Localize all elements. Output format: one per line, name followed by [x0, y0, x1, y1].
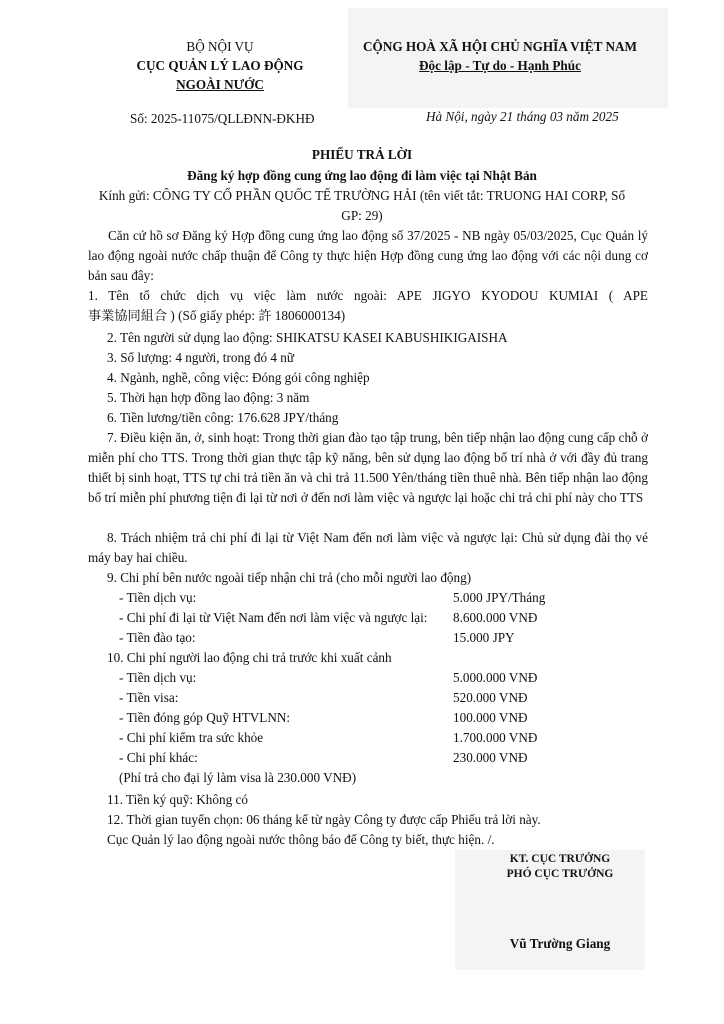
item-10-row-3-value: 100.000 VNĐ	[453, 710, 528, 725]
recipient-line2: GP: 29)	[341, 208, 383, 223]
item-10-row-1-label: - Tiền dịch vụ:	[119, 670, 197, 685]
item-9: 9. Chi phí bên nước ngoài tiếp nhận chi trả (cho mỗi người lao động)	[107, 570, 472, 585]
page-title: PHIẾU TRẢ LỜI	[311, 147, 413, 162]
item-10: 10. Chi phí người lao động chi trả trước khi xuất cảnh	[107, 650, 392, 665]
intro-paragraph: Căn cứ hồ sơ Đăng ký Hợp đồng cung ứng lao động số 37/2025 - NB ngày 05/03/2025, Cục Quản lý lao động ngoài nước chấp thuận để Công ty thực hiện Hợp đồng cung ứng lao động với các nội dung cơ bản sau đây:	[88, 228, 648, 283]
item-1-line2: 事業協同組合 ) (Số giấy phép: 許 1806000134)	[88, 308, 346, 323]
item-11: 11. Tiền ký quỹ: Không có	[107, 792, 248, 807]
country-name: CỘNG HOÀ XÃ HỘI CHỦ NGHĨA VIỆT NAM	[363, 39, 637, 54]
closing-statement: Cục Quản lý lao động ngoài nước thông báo để Công ty biết, thực hiện. /.	[107, 832, 495, 847]
department-name-line2	[110, 76, 330, 94]
item-10-row-4-label: - Chi phí kiểm tra sức khỏe	[119, 730, 264, 745]
item-10-row-5-value: 230.000 VNĐ	[453, 750, 528, 765]
item-8: 8. Trách nhiệm trả chi phí đi lại từ Việt Nam đến nơi làm việc và ngược lại: Chủ sử dụng đài thọ vé máy bay hai chiều.	[88, 530, 648, 565]
document-number: Số: 2025-11075/QLLĐNN-ĐKHĐ	[130, 111, 315, 126]
item-10-row-2-value: 520.000 VNĐ	[453, 690, 528, 705]
place-date: Hà Nội, ngày 21 tháng 03 năm 2025	[426, 109, 619, 124]
signature-title-2: PHÓ CỤC TRƯỞNG	[506, 868, 614, 880]
item-4: 4. Ngành, nghề, công việc: Đóng gói công nghiệp	[107, 370, 370, 385]
item-5: 5. Thời hạn hợp đồng lao động: 3 năm	[107, 390, 310, 405]
item-2: 2. Tên người sử dụng lao động: SHIKATSU KASEI KABUSHIKIGAISHA	[107, 330, 508, 345]
item-10-row-1-value: 5.000.000 VNĐ	[453, 670, 538, 685]
item-10-row-5-label: - Chi phí khác:	[119, 750, 198, 765]
department-name-underlined: NGOÀI NƯỚC	[176, 77, 264, 92]
motto-text: Độc lập - Tự do - Hạnh Phúc	[419, 58, 581, 73]
item-6: 6. Tiền lương/tiền công: 176.628 JPY/tháng	[107, 410, 339, 425]
recipient-line1: Kính gửi: CÔNG TY CỔ PHẦN QUỐC TẾ TRƯỜNG HẢI (tên viết tắt: TRUONG HAI CORP, Số	[98, 188, 626, 203]
item-12: 12. Thời gian tuyển chọn: 06 tháng kể từ ngày Công ty được cấp Phiếu trả lời này.	[107, 812, 541, 827]
ministry-name: BỘ NỘI VỤ	[186, 39, 254, 54]
signature-title-1: KT. CỤC TRƯỞNG	[509, 853, 611, 865]
item-9-row-1-value: 5.000 JPY/Tháng	[453, 590, 546, 605]
item-10-note: (Phí trả cho đại lý làm visa là 230.000 VNĐ)	[119, 770, 357, 785]
item-3: 3. Số lượng: 4 người, trong đó 4 nữ	[107, 350, 295, 365]
item-10-row-2-label: - Tiền visa:	[119, 690, 179, 705]
item-10-row-3-label: - Tiền đóng góp Quỹ HTVLNN:	[119, 710, 291, 725]
item-9-row-2-label: - Chi phí đi lại từ Việt Nam đến nơi làm việc và ngược lại:	[119, 610, 428, 625]
department-name-line1: CỤC QUẢN LÝ LAO ĐỘNG	[136, 58, 304, 73]
item-1-line1	[88, 286, 648, 306]
motto	[350, 57, 650, 75]
item-9-row-2-value: 8.600.000 VNĐ	[453, 610, 538, 625]
item-9-row-3-label: - Tiền đào tạo:	[119, 630, 196, 645]
item-9-row-1-label: - Tiền dịch vụ:	[119, 590, 197, 605]
item-10-row-4-value: 1.700.000 VNĐ	[453, 730, 538, 745]
item-7: 7. Điều kiện ăn, ở, sinh hoạt: Trong thời gian đào tạo tập trung, bên tiếp nhận lao động cung cấp chỗ ở miễn phí cho TTS. Trong thời gian thực tập kỹ năng, bên sử dụng lao động bố trí nhà ở với đầy đủ trang thiết bị sinh hoạt, TTS tự chi trả tiền ăn và chi trả 11.500 Yên/tháng tiền thuê nhà. Bên tiếp nhận lao động bố trí miễn phí phương tiện đi lại từ nơi ở đến nơi làm việc và ngược lại hoặc chi trả chi phí này cho TTS	[88, 430, 648, 505]
item-9-row-3-value: 15.000 JPY	[453, 630, 515, 645]
signer-name: Vũ Trường Giang	[509, 936, 611, 951]
item-1-text: 1. Tên tổ chức dịch vụ việc làm nước ngoài: APE JIGYO KYODOU KUMIAI ( APE	[88, 288, 648, 303]
page-subtitle: Đăng ký hợp đồng cung ứng lao động đi làm việc tại Nhật Bản	[187, 168, 537, 183]
